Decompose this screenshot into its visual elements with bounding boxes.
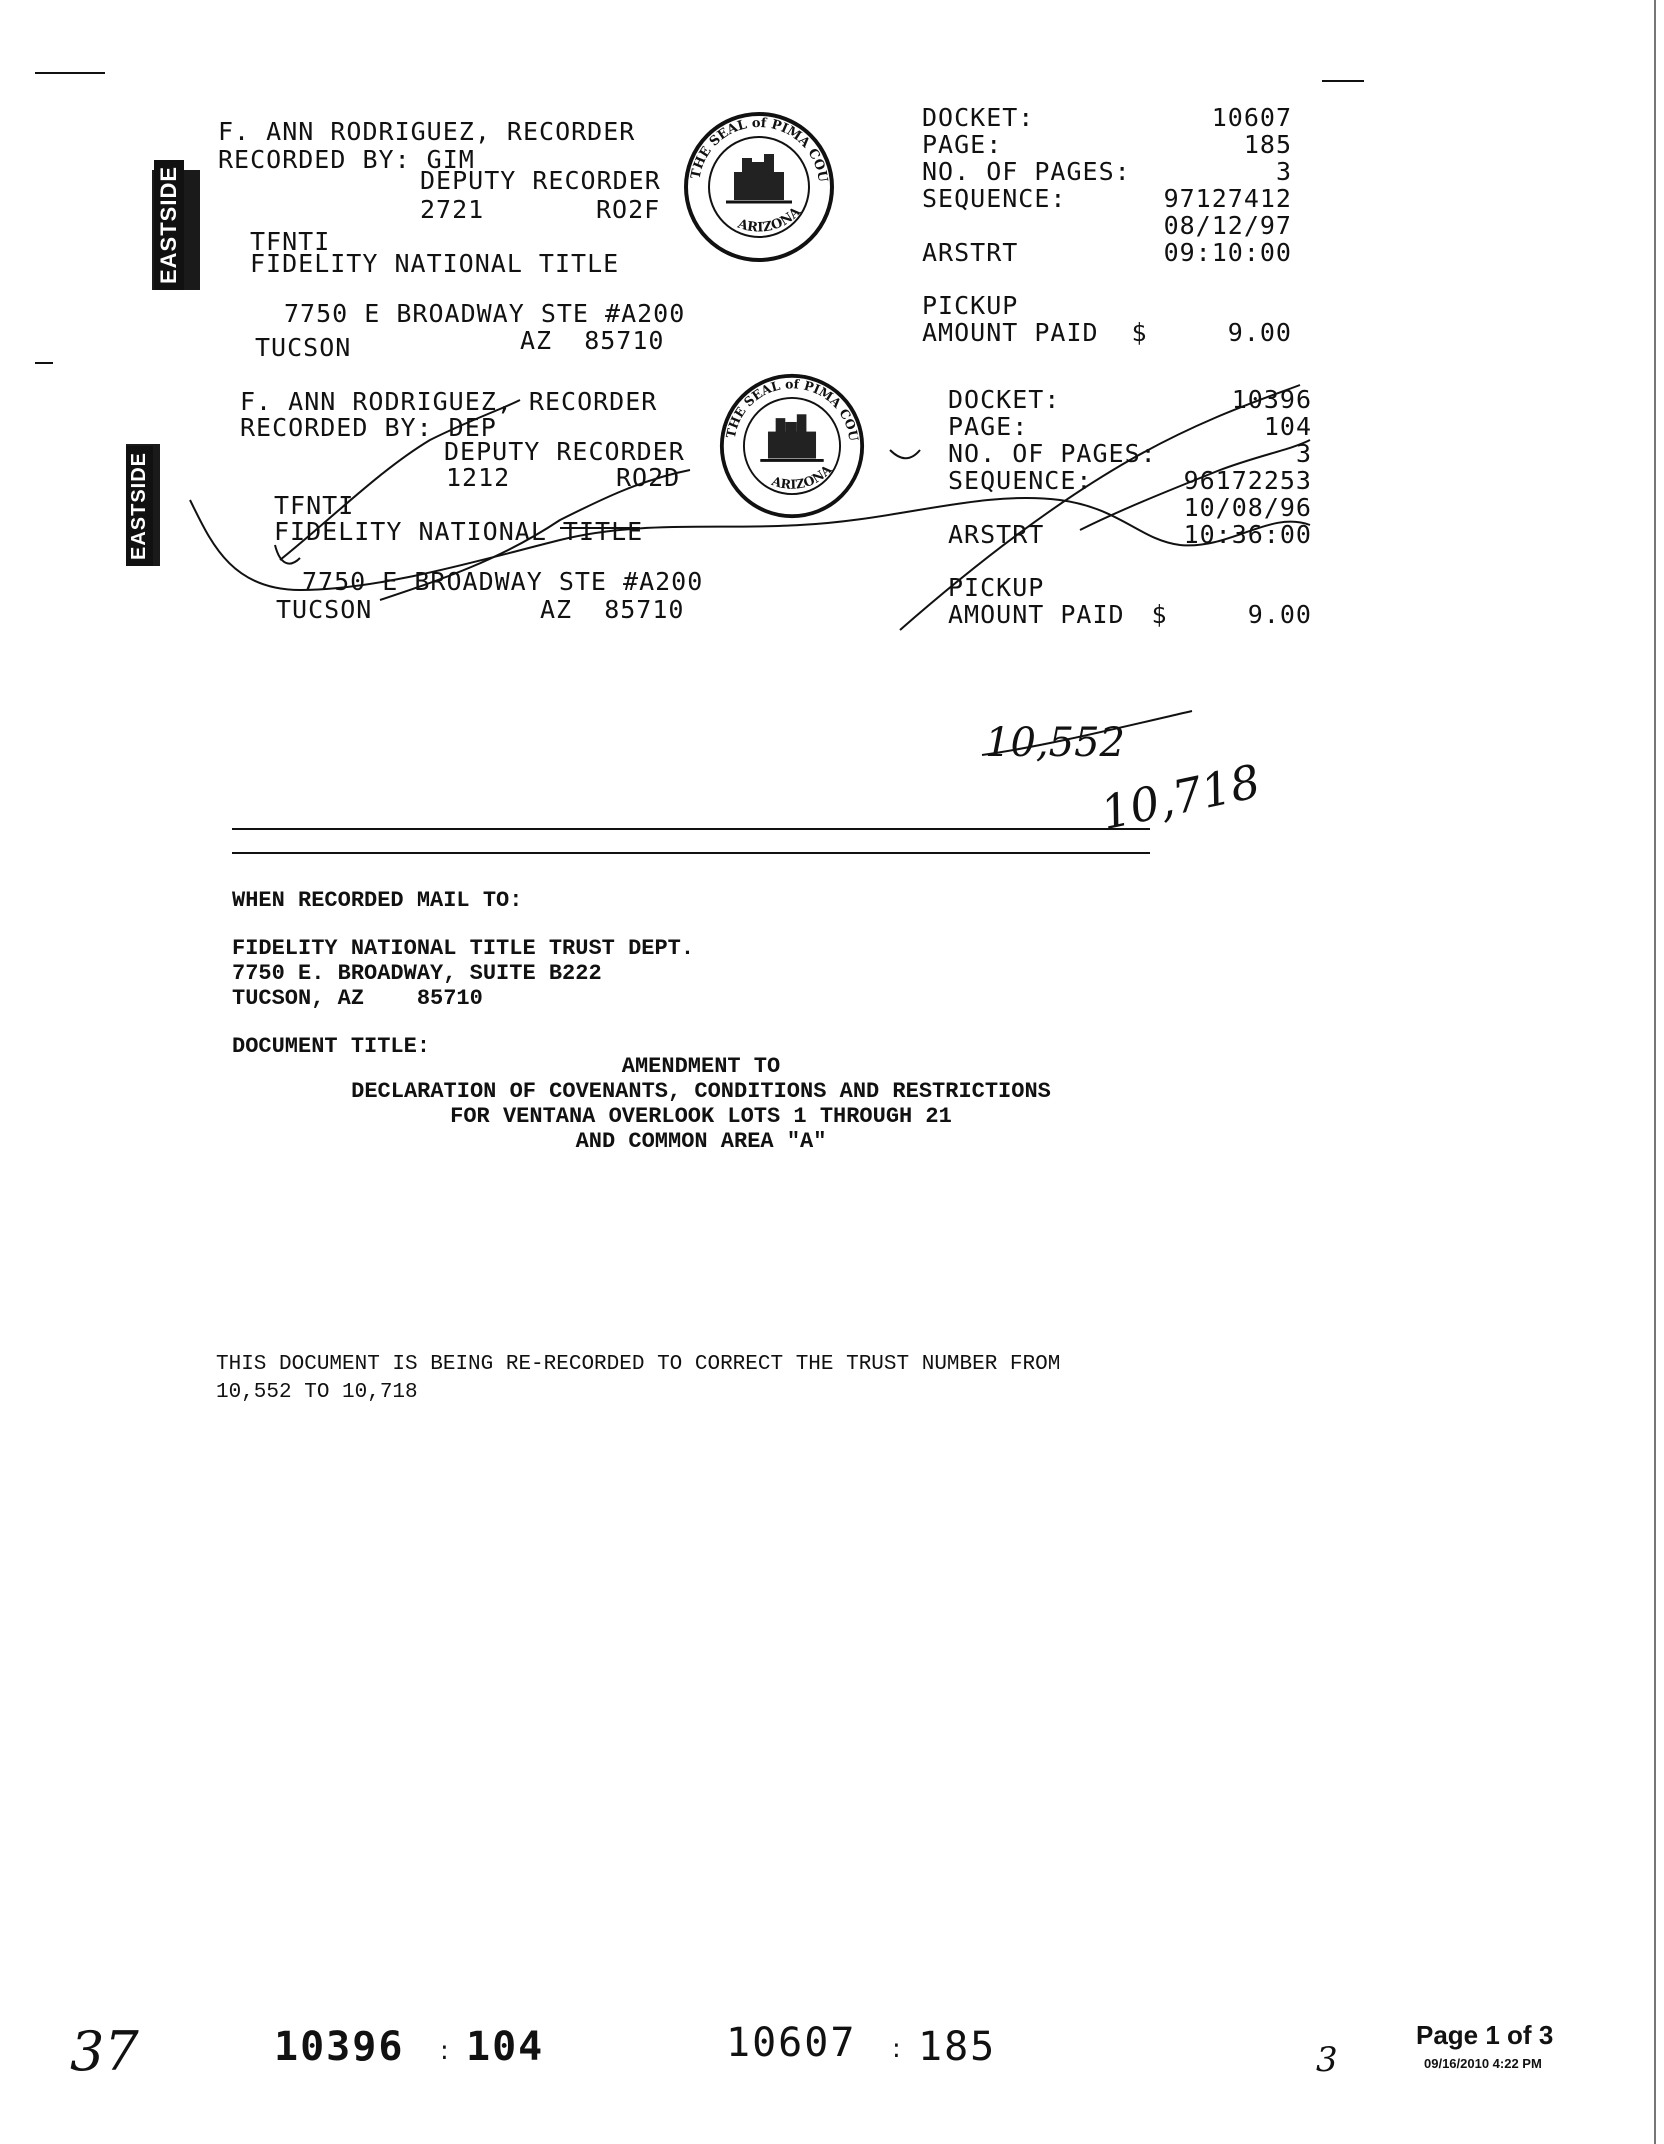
page-value: 185 (1243, 130, 1292, 159)
pages-value: 3 (1275, 157, 1292, 186)
handwritten-page-mark: 3 (1316, 2040, 1338, 2080)
divider-bottom (232, 852, 1150, 854)
recorder-name: F. ANN RODRIGUEZ, RECORDER (240, 387, 658, 416)
sequence-label: SEQUENCE: (948, 466, 1093, 495)
document-title (232, 1054, 1170, 1154)
reference-page-2: 185 (918, 2024, 997, 2070)
company-city: TUCSON (276, 595, 373, 624)
recorder-name: F. ANN RODRIGUEZ, RECORDER (218, 117, 636, 146)
tfnti-code: TFNTI (274, 491, 355, 520)
company-city: TUCSON (255, 333, 352, 362)
rerecord-note-line-2: 10,552 TO 10,718 (216, 1381, 418, 1404)
pages-value: 3 (1295, 439, 1312, 468)
eastside-stamp-label-1: EASTSIDE (154, 160, 184, 290)
svg-text:THE SEAL of PIMA COUNTY: THE SEAL of PIMA COU (688, 115, 830, 184)
rerecord-note-line-1: THIS DOCUMENT IS BEING RE-RECORDED TO CORRECT THE TRUST NUMBER FROM (216, 1353, 1061, 1376)
svg-text:ARIZONA: ARIZONA (735, 204, 804, 236)
page-value: 104 (1263, 412, 1312, 441)
page-label: PAGE: (922, 130, 1003, 159)
docket-value: 10607 (1211, 103, 1292, 132)
amount-paid-label: AMOUNT PAID (922, 318, 1099, 347)
mail-to-line-3: TUCSON, AZ 85710 (232, 986, 483, 1011)
currency-symbol: $ (1131, 318, 1148, 347)
tfnti-code: TFNTI (250, 227, 331, 256)
recorded-date: 08/12/97 (1163, 211, 1292, 240)
amount-paid-label: AMOUNT PAID (948, 600, 1125, 629)
docket-label: DOCKET: (948, 385, 1061, 414)
mail-to-line-2: 7750 E. BROADWAY, SUITE B222 (232, 961, 602, 986)
title-line-4: AND COMMON AREA "A" (575, 1129, 827, 1154)
recorded-date: 10/08/96 (1183, 493, 1312, 522)
document-title-label: DOCUMENT TITLE: (232, 1034, 431, 1059)
reference-page-1: 104 (466, 2024, 545, 2070)
deputy-recorder: DEPUTY RECORDER (420, 166, 661, 195)
divider-top (232, 828, 1150, 830)
mail-to-label: WHEN RECORDED MAIL TO: (232, 888, 523, 913)
title-line-1: AMENDMENT TO (621, 1054, 781, 1079)
arstrt-label: ARSTRT (922, 238, 1019, 267)
sequence-value: 96172253 (1183, 466, 1312, 495)
arstrt-label: ARSTRT (948, 520, 1045, 549)
recorder-code-right: RO2D (616, 463, 681, 492)
pages-label: NO. OF PAGES: (922, 157, 1131, 186)
pickup-label: PICKUP (922, 291, 1019, 320)
page-label: PAGE: (948, 412, 1029, 441)
deputy-recorder: DEPUTY RECORDER (444, 437, 685, 466)
pickup-label: PICKUP (948, 573, 1045, 602)
docket-label: DOCKET: (922, 103, 1035, 132)
company-address: 7750 E BROADWAY STE #A200 (302, 567, 704, 596)
company-address: 7750 E BROADWAY STE #A200 (284, 299, 686, 328)
new-trust-number: 10,718 (1096, 753, 1265, 841)
mail-to-line-1: FIDELITY NATIONAL TITLE TRUST DEPT. (232, 936, 695, 961)
reference-docket-1: 10396 (274, 2024, 405, 2070)
company-state-zip: AZ 85710 (520, 326, 665, 355)
reference-docket-2: 10607 (726, 2020, 857, 2066)
amount-paid-value: 9.00 (1227, 318, 1292, 347)
recorder-code-left: 1212 (446, 463, 511, 492)
sequence-label: SEQUENCE: (922, 184, 1067, 213)
recorded-by: RECORDED BY: GIM (218, 145, 475, 174)
separator-dot-1: : (440, 2036, 449, 2066)
amount-paid-value: 9.00 (1247, 600, 1312, 629)
eastside-stamp-label-2: EASTSIDE (126, 446, 153, 566)
title-line-2: DECLARATION OF COVENANTS, CONDITIONS AND RESTRICTIONS (351, 1079, 1051, 1104)
svg-text:ARIZONA: ARIZONA (769, 461, 835, 492)
title-company: FIDELITY NATIONAL TITLE (274, 517, 644, 546)
title-company: FIDELITY NATIONAL TITLE (250, 249, 620, 278)
separator-dot-2: : (892, 2034, 901, 2064)
pages-label: NO. OF PAGES: (948, 439, 1157, 468)
recorder-code-right: RO2F (596, 195, 661, 224)
cross-out-scribble (0, 0, 1664, 700)
page-counter: Page 1 of 3 (1416, 2020, 1554, 2050)
recorder-code-left: 2721 (420, 195, 485, 224)
recorded-time: 09:10:00 (1163, 238, 1292, 267)
print-timestamp: 09/16/2010 4:22 PM (1424, 2056, 1542, 2071)
handwritten-footer-note: 37 (70, 2020, 139, 2083)
docket-value: 10396 (1231, 385, 1312, 414)
sequence-value: 97127412 (1163, 184, 1292, 213)
company-state-zip: AZ 85710 (540, 595, 685, 624)
title-line-3: FOR VENTANA OVERLOOK LOTS 1 THROUGH 21 (450, 1104, 952, 1129)
strike-line (980, 705, 1200, 765)
struck-trust-number: 10,552 (985, 720, 1125, 766)
recorded-by: RECORDED BY: DEP (240, 413, 497, 442)
currency-symbol: $ (1151, 600, 1168, 629)
svg-text:THE SEAL of PIMA COUNTY: THE SEAL of PIMA COU (722, 376, 862, 443)
recorded-time: 10:36:00 (1183, 520, 1312, 549)
